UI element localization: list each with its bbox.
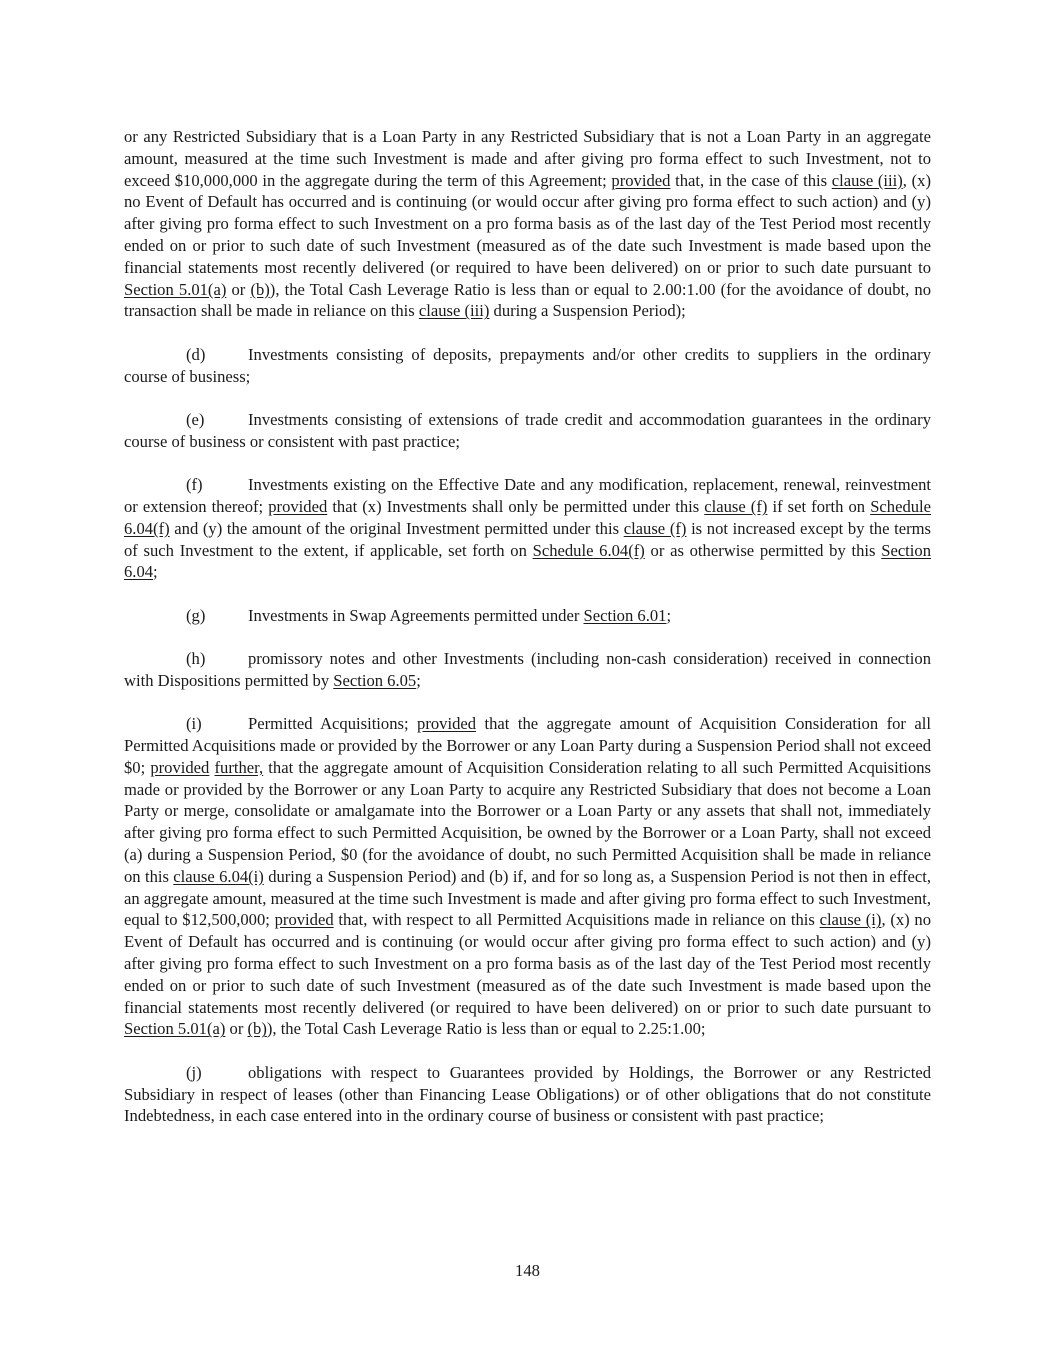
paragraph-text: ), the Total Cash Leverage Ratio is less than or equal to 2.00:1.00 (for the avoidance of doubt, no transaction shall be made in reliance on this [124,279,931,321]
cross-reference: (b) [250,279,270,299]
paragraph-text: and (y) the amount of the original Investment permitted under this [169,518,624,538]
cross-reference: Schedule 6.04(f) [532,540,645,560]
paragraph-clause-g [124,605,931,627]
paragraph-text: during a Suspension Period) and (b) if, and for so long as, a Suspension Period is not then in effect, an aggregate amount, measured at the time such Investment is made and after giving pro forma effect to such Investment, equal to $12,500,000; [124,866,931,930]
paragraph-clause-c-continued [124,126,931,322]
paragraph-text: , (x) no Event of Default has occurred and is continuing (or would occur after giving pro forma effect to such action) and (y) after giving pro forma effect to such Investment on a pro forma basis as of the last day of the Test Period most recently ended on or prior to such date of such Investment (measured as of the date such Investment is made based upon the financial statements most recently delivered (or required to have been delivered) on or prior to such date pursuant to [124,170,931,277]
clause-label: (f) [186,475,203,495]
paragraph-text: ; [666,605,672,625]
paragraph-text: , (x) no Event of Default has occurred and is continuing (or would occur after giving pro forma effect to such action) and (y) after giving pro forma effect to such Investment on a pro forma basis as of the last day of the Test Period most recently ended on or prior to such date of such Investment (measured as of the date such Investment is made based upon the financial statements most recently delivered (or required to have been delivered) on or prior to such date pursuant to [124,910,931,1017]
cross-reference: provided [268,496,328,516]
cross-reference: clause (f) [704,496,768,516]
paragraph-text: Investments consisting of deposits, prepayments and/or other credits to suppliers in the ordinary course of business; [124,344,931,386]
paragraph-clause-h [124,648,931,692]
cross-reference: Section 5.01(a) [124,279,227,299]
cross-reference: clause (iii) [831,170,903,190]
clause-label: (d) [186,344,206,364]
paragraph-text: obligations with respect to Guarantees provided by Holdings, the Borrower or any Restricted Subsidiary in respect of leases (other than Financing Lease Obligations) or of other obligations that do not constitute Indebtedness, in each case entered into in the ordinary course of business or consistent with past practice; [124,1062,931,1126]
paragraph-clause-d [124,344,931,388]
paragraph-text: Investments in Swap Agreements permitted under [248,605,584,625]
clause-label: (h) [186,649,206,669]
paragraph-text: promissory notes and other Investments (including non-cash consideration) received in connection with Dispositions permitted by [124,649,931,690]
paragraph-text: Investments existing on the Effective Date and any modification, replacement, renewal, reinvestment or extension thereof; [124,475,931,516]
paragraph-text: ), the Total Cash Leverage Ratio is less than or equal to 2.25:1.00; [266,1019,706,1039]
paragraph-text: or [226,279,251,299]
paragraph-clause-f [124,474,931,583]
cross-reference: Schedule 6.04(f) [124,496,932,538]
cross-reference: Section 6.05 [333,670,417,690]
cross-reference: provided [417,714,477,734]
cross-reference: provided [274,910,334,930]
paragraph-text: that, in the case of this [670,170,832,190]
cross-reference: further, [214,757,264,777]
paragraph-text: if set forth on [767,496,871,516]
paragraph-clause-e [124,409,931,453]
paragraph-text: or as otherwise permitted by this [644,540,882,560]
cross-reference: Section 6.01 [583,605,667,625]
paragraph-text: that the aggregate amount of Acquisition Consideration for all Permitted Acquisitions made or provided by the Borrower or any Loan Party during a Suspension Period shall not exceed $0; [124,714,932,777]
cross-reference: clause (iii) [418,301,490,321]
paragraph-text: that the aggregate amount of Acquisition Consideration relating to all such Permitted Acquisitions made or provided by the Borrower or any Loan Party to acquire any Restricted Subsidiary that does not become a Loan Party or merge, consolidate or amalgamate into the Borrower or a Loan Party or any assets that shall not, immediately after giving pro forma effect to such Permitted Acquisition, be owned by the Borrower or a Loan Party, shall not exceed (a) during a Suspension Period, $0 (for the avoidance of doubt, no such Permitted Acquisition shall be made in reliance on this [124,757,931,886]
document-body [124,126,931,1149]
cross-reference: clause (i) [819,910,882,930]
cross-reference: provided [611,170,671,190]
clause-label: (g) [186,605,206,625]
page-number: 148 [515,1261,540,1280]
paragraph-text: ; [153,562,158,582]
cross-reference: Section 5.01(a) [124,1019,226,1039]
paragraph-text: or [225,1019,248,1039]
paragraph-text: ; [416,670,421,690]
paragraph-text: or any Restricted Subsidiary that is a Loan Party in any Restricted Subsidiary that is not a Loan Party in an aggregate amount, measured at the time such Investment is made and after giving pro forma effect to such Investment, not to exceed $10,000,000 in the aggregate during the term of this Agreement; [124,127,931,190]
clause-label: (i) [186,714,202,734]
paragraph-text: Investments consisting of extensions of trade credit and accommodation guarantees in the ordinary course of business or consistent with past practice; [124,409,931,451]
cross-reference: clause 6.04(i) [173,866,264,886]
paragraph-text: during a Suspension Period); [489,301,686,321]
paragraph-text: that (x) Investments shall only be permitted under this [327,496,705,516]
cross-reference: provided [150,757,210,777]
cross-reference: Section 6.04 [124,540,931,582]
paragraph-clause-j [124,1062,931,1127]
paragraph-text: is not increased except by the terms of such Investment to the extent, if applicable, set forth on [124,518,931,560]
paragraph-text: that, with respect to all Permitted Acquisitions made in reliance on this [333,910,820,930]
clause-label: (j) [186,1062,202,1082]
cross-reference: (b) [247,1019,267,1039]
paragraph-text: Permitted Acquisitions; [248,714,418,734]
clause-label: (e) [186,409,205,429]
paragraph-clause-i [124,713,931,1040]
cross-reference: clause (f) [623,518,687,538]
